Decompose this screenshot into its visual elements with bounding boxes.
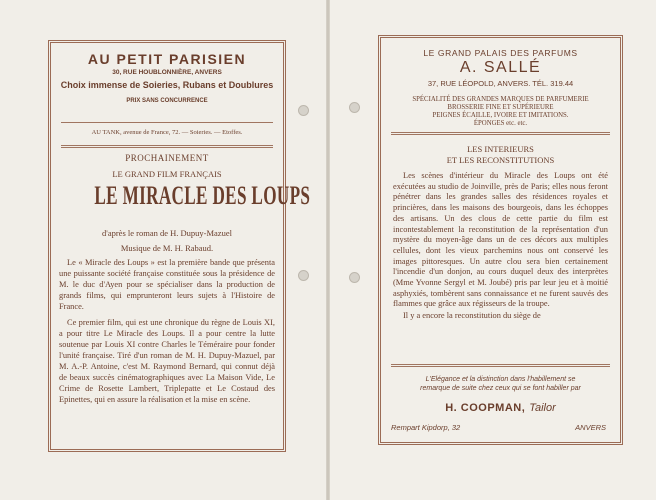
left-page [0, 0, 326, 500]
ad-tagline: Choix immense de Soieries, Rubans et Doublures [60, 80, 274, 90]
ad-specialty: PEIGNES ÉCAILLE, IVOIRE ET IMITATIONS. [432, 112, 569, 119]
announcement: PROCHAINEMENT [125, 153, 209, 163]
section-title: LES INTERIEURS [467, 144, 534, 154]
film-genre: LE GRAND FILM FRANÇAIS [112, 169, 222, 179]
film-title: LE MIRACLE DES LOUPS [94, 181, 311, 210]
ad-specialty: ÉPONGES etc. etc. [473, 120, 528, 127]
interiors-text [393, 171, 608, 322]
section-title: ET LES RECONSTITUTIONS [446, 155, 555, 165]
right-page [330, 0, 656, 500]
coopman-ad [387, 376, 614, 416]
ad-specialty: BROSSERIE FINE ET SUPÉRIEURE [447, 104, 554, 111]
divider [391, 364, 610, 367]
ad-address: 30, RUE HOUBLONNIÈRE, ANVERS [112, 69, 222, 76]
tank-ad: AU TANK, avenue de France, 72. — Soieries. — Etoffes. [91, 129, 243, 136]
film-credit: d'après le roman de H. Dupuy-Mazuel [102, 228, 232, 238]
ad-line: remarque de suite chez ceux qui se font habiller par [420, 385, 581, 392]
ad-specialty: SPÉCIALITÉ DES GRANDES MARQUES DE PARFUMERIE [412, 96, 589, 103]
tailor-street: Rempart Kipdorp, 32 [391, 423, 461, 432]
paragraph: Le « Miracle des Loups » est la première bande que présenta une puissante société française constituée sous la présidence de M. le duc d'Ayen pour se spécialiser dans la production de grands films, qui emprunteront leurs sujets à l'Histoire de France. [59, 258, 275, 311]
divider [61, 145, 273, 148]
film-intro-text [59, 257, 275, 405]
ad-name: A. SALLÉ [459, 59, 542, 76]
ad-address: 37, RUE LÉOPOLD, ANVERS. TÉL. 319.44 [427, 79, 574, 88]
binding-hole [349, 272, 360, 283]
petit-parisien-ad [57, 51, 277, 104]
ad-title: AU PETIT PARISIEN [87, 51, 247, 67]
divider [61, 122, 273, 123]
divider [391, 132, 610, 135]
salle-ad [387, 48, 614, 127]
ad-line: L'Elégance et la distinction dans l'habillement se [425, 376, 576, 383]
binding-hole [298, 270, 309, 281]
ad-note: PRIX SANS CONCURRENCE [126, 98, 208, 104]
tailor-name: H. COOPMAN, [445, 402, 526, 414]
paragraph: Ce premier film, qui est une chronique du règne de Louis XI, a pour titre Le Miracle des Loups. Il a pour centre la lutte soutenue par Louis XI contre Charles le Téméraire pour fonder l'unité française. Tiré d'un roman de M. H. Dupuy-Mazuel, par M. A.-P. Antoine, c'est M. Raymond Bernard, qui connut déjà de beaux succès cinématographiques avec La Maison Vide, Le Crime de Rosette Lambert, Triplepatte et Le Costaud des Epinettes, qui en assure la réalisation et la mise en scène. [59, 318, 275, 404]
tailor-city: ANVERS [575, 423, 606, 432]
ad-line: LE GRAND PALAIS DES PARFUMS [423, 48, 578, 58]
binding-hole [349, 102, 360, 113]
paragraph: Les scènes d'intérieur du Miracle des Loups ont été exécutées au studio de Joinville, près de Paris; elles nous feront pénétrer dans les grandes salles des résidences royales et princières, dans les maisons des bourgeois, dans les échoppes des artisans. Un des clous de cette partie du film est incontestablement la reconstitution de la représentation d'un mystère du moyen-âge dans un de ces décors aux multiples cellules, dont les vieux parchemins nous ont conservé les images pittoresques. Un autre clou sera bien certainement l'incendie d'un donjon, au cours duquel deux des interprètes (Mme Yvonne Sergyl et M. Joubé) pris par leur jeu et à moitié asphyxiés, tombèrent sans connaissance et ne furent sauvés des flammes que grâce aux régisseurs de la troupe. [393, 171, 608, 309]
left-page-frame [48, 40, 311, 452]
tailor-role: Tailor [529, 402, 556, 414]
paragraph: Il y a encore la reconstitution du siège de [403, 311, 541, 321]
binding-hole [298, 105, 309, 116]
right-page-frame [378, 35, 623, 445]
film-music: Musique de M. H. Rabaud. [120, 243, 214, 253]
